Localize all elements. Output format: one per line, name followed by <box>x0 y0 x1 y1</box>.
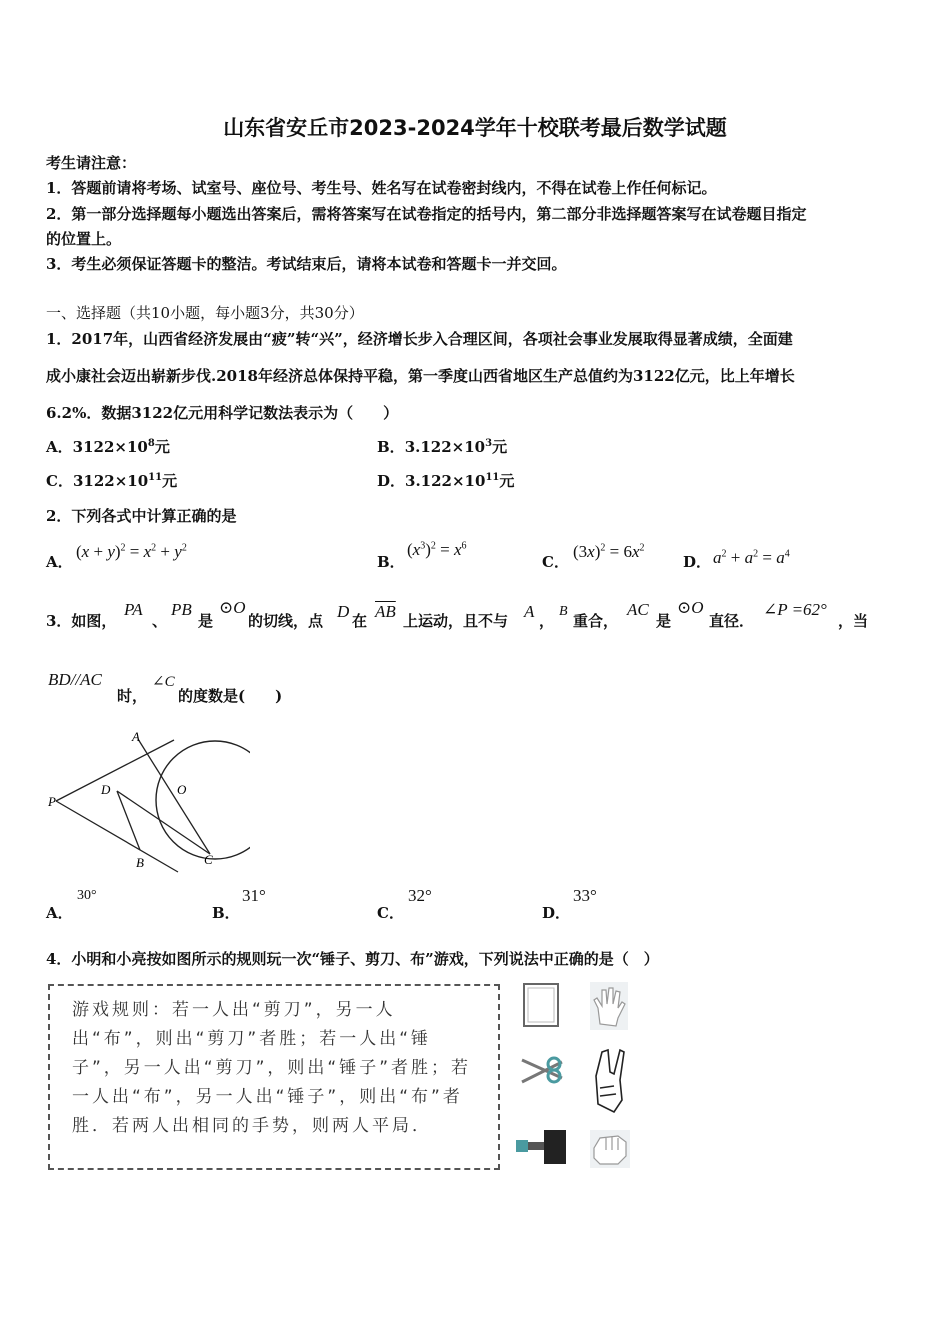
option-unit: 元 <box>499 472 515 490</box>
q3-comma: ， <box>539 612 555 630</box>
q3-diameter-text: 直径． <box>709 612 755 630</box>
exam-title: 山东省安丘市2023-2024学年十校联考最后数学试题 <box>223 116 727 140</box>
q2-option-b-label[interactable]: B． <box>377 553 405 571</box>
q3-bd-parallel-ac: BD//AC <box>48 670 102 689</box>
q3-circle-o-2: ⊙O <box>677 598 704 617</box>
option-base: 3122×10 <box>72 472 149 490</box>
notice-item-2: 2．第一部分选择题每小题选出答案后，需将答案写在试卷指定的括号内，第二部分非选择题答案写在试卷题目指定 <box>46 205 807 223</box>
label-p: P <box>48 794 56 809</box>
q3-on: 在 <box>352 612 368 630</box>
notice-item-3: 3．考生必须保证答题卡的整洁。考试结束后，请将本试卷和答题卡一并交回。 <box>46 255 567 273</box>
q3-angle-c: ∠C <box>152 674 175 690</box>
q3-option-d-label[interactable]: D． <box>542 904 571 922</box>
option-exponent: 3 <box>485 438 493 449</box>
q3-is-2: 是 <box>656 612 672 630</box>
q3-degree-text: 的度数是( ) <box>178 687 283 705</box>
q1-option-c[interactable] <box>46 470 177 491</box>
circle-o <box>156 741 250 859</box>
q3-geometry-figure <box>40 722 250 877</box>
q3-option-b-label[interactable]: B． <box>212 904 240 922</box>
q3-a: A <box>524 602 535 621</box>
scissors-icon <box>522 1058 562 1082</box>
q3-moving-text: 上运动，且不与 <box>403 612 509 630</box>
option-exponent: 8 <box>147 438 155 449</box>
q2-option-b-formula: $(x^3)^2 = x^6$ <box>407 540 467 559</box>
q4-stem: 4．小明和小亮按如图所示的规则玩一次“锤子、剪刀、布”游戏，下列说法中正确的是（ ） <box>46 950 659 968</box>
q2-option-a-label[interactable]: A． <box>46 553 73 571</box>
option-exponent: 11 <box>148 472 163 483</box>
option-unit: 元 <box>162 472 178 490</box>
q2-option-d-label[interactable]: D． <box>683 553 712 571</box>
notice-item-1: 1．答题前请将考场、试室号、座位号、考生号、姓名写在试卷密封线内，不得在试卷上作任何标记。 <box>46 179 717 197</box>
option-base: 3.122×10 <box>404 438 486 456</box>
tangent-pb <box>56 801 178 872</box>
option-unit: 元 <box>154 438 170 456</box>
q3-ac: AC <box>627 600 649 619</box>
label-o: O <box>177 782 187 797</box>
option-unit: 元 <box>492 438 508 456</box>
q3-circle-o: ⊙O <box>219 598 246 617</box>
q1-stem-line-3: 6.2%．数据3122亿元用科学记数法表示为（ ） <box>46 404 399 422</box>
cloth-paper-icon <box>524 984 558 1026</box>
label-a: A <box>132 729 140 744</box>
q3-option-a-value: 30° <box>77 888 97 903</box>
diameter-ac <box>138 739 210 854</box>
label-b: B <box>136 855 144 870</box>
fist-icon <box>594 1136 626 1164</box>
q3-d: D <box>337 602 350 621</box>
q3-option-a-label[interactable]: A． <box>46 904 73 922</box>
label-c: C <box>204 852 213 867</box>
gesture-illustrations <box>514 980 636 1175</box>
q1-stem-line-2: 成小康社会迈出崭新步伐.2018年经济总体保持平稳，第一季度山西省地区生产总值约为3122亿元，比上年增长 <box>46 367 795 385</box>
q1-option-d[interactable] <box>377 470 514 491</box>
q2-option-d-formula: $a^2 + a^2 = a^4$ <box>713 548 790 567</box>
section-heading: 一、选择题（共10小题，每小题3分，共30分） <box>46 304 364 322</box>
q3-arc-ab: $\overline{AB}$ <box>375 602 396 621</box>
q3-tangent-text: 的切线，点 <box>248 612 324 630</box>
q3-option-c-label[interactable]: C． <box>377 904 404 922</box>
q1-stem-line-1: 1．2017年，山西省经济发展由“疲”转“兴”，经济增长步入合理区间，各项社会事业发展取得显著成绩，全面建 <box>46 330 793 348</box>
q3-option-d-value: 33° <box>573 886 597 905</box>
label-d: D <box>101 782 111 797</box>
q3-angle-p: ∠P =62° <box>763 600 827 619</box>
notice-item-2-cont: 的位置上。 <box>46 230 122 248</box>
option-label: A． <box>46 438 73 456</box>
option-base: 3.122×10 <box>405 472 486 490</box>
q3-number: 3．如图， <box>46 612 117 630</box>
q2-stem: 2．下列各式中计算正确的是 <box>46 507 237 525</box>
option-label: C． <box>46 472 73 490</box>
q3-is: 是 <box>198 612 214 630</box>
q3-coincide-text: 重合， <box>573 612 619 630</box>
option-label: D． <box>377 472 406 490</box>
hammer-icon <box>516 1130 566 1164</box>
q2-option-c-formula: $(3x)^2 = 6x^2$ <box>573 542 645 561</box>
q3-option-b-value: 31° <box>242 886 266 905</box>
q3-pb: PB <box>171 600 192 619</box>
q3-option-c-value: 32° <box>408 886 432 905</box>
notice-heading: 考生请注意： <box>46 154 137 172</box>
game-rules-box: 游戏规则：若一人出“剪刀”，另一人出“布”，则出“剪刀”者胜；若一人出“锤子”，另一人出“剪刀”，则出“锤子”者胜；若一人出“布”，另一人出“锤子”，则出“布”者胜．若两人出相同的手势，则两人平局． <box>48 984 500 1170</box>
option-label: B． <box>377 438 405 456</box>
chord-bd <box>117 791 140 850</box>
option-exponent: 11 <box>485 472 500 483</box>
q2-option-a-formula: $(x + y)^2 = x^2 + y^2$ <box>76 542 187 561</box>
q3-sep: 、 <box>152 612 168 630</box>
option-base: 3122×10 <box>72 438 148 456</box>
q3-pa: PA <box>124 600 143 619</box>
q3-b: B <box>559 604 568 619</box>
q3-time-text: 时， <box>117 687 148 705</box>
q1-option-b[interactable] <box>377 436 507 457</box>
q2-option-c-label[interactable]: C． <box>542 553 569 571</box>
q1-option-a[interactable] <box>46 436 170 457</box>
victory-hand-icon <box>596 1050 624 1112</box>
q3-when-text: ，当 <box>838 612 869 630</box>
